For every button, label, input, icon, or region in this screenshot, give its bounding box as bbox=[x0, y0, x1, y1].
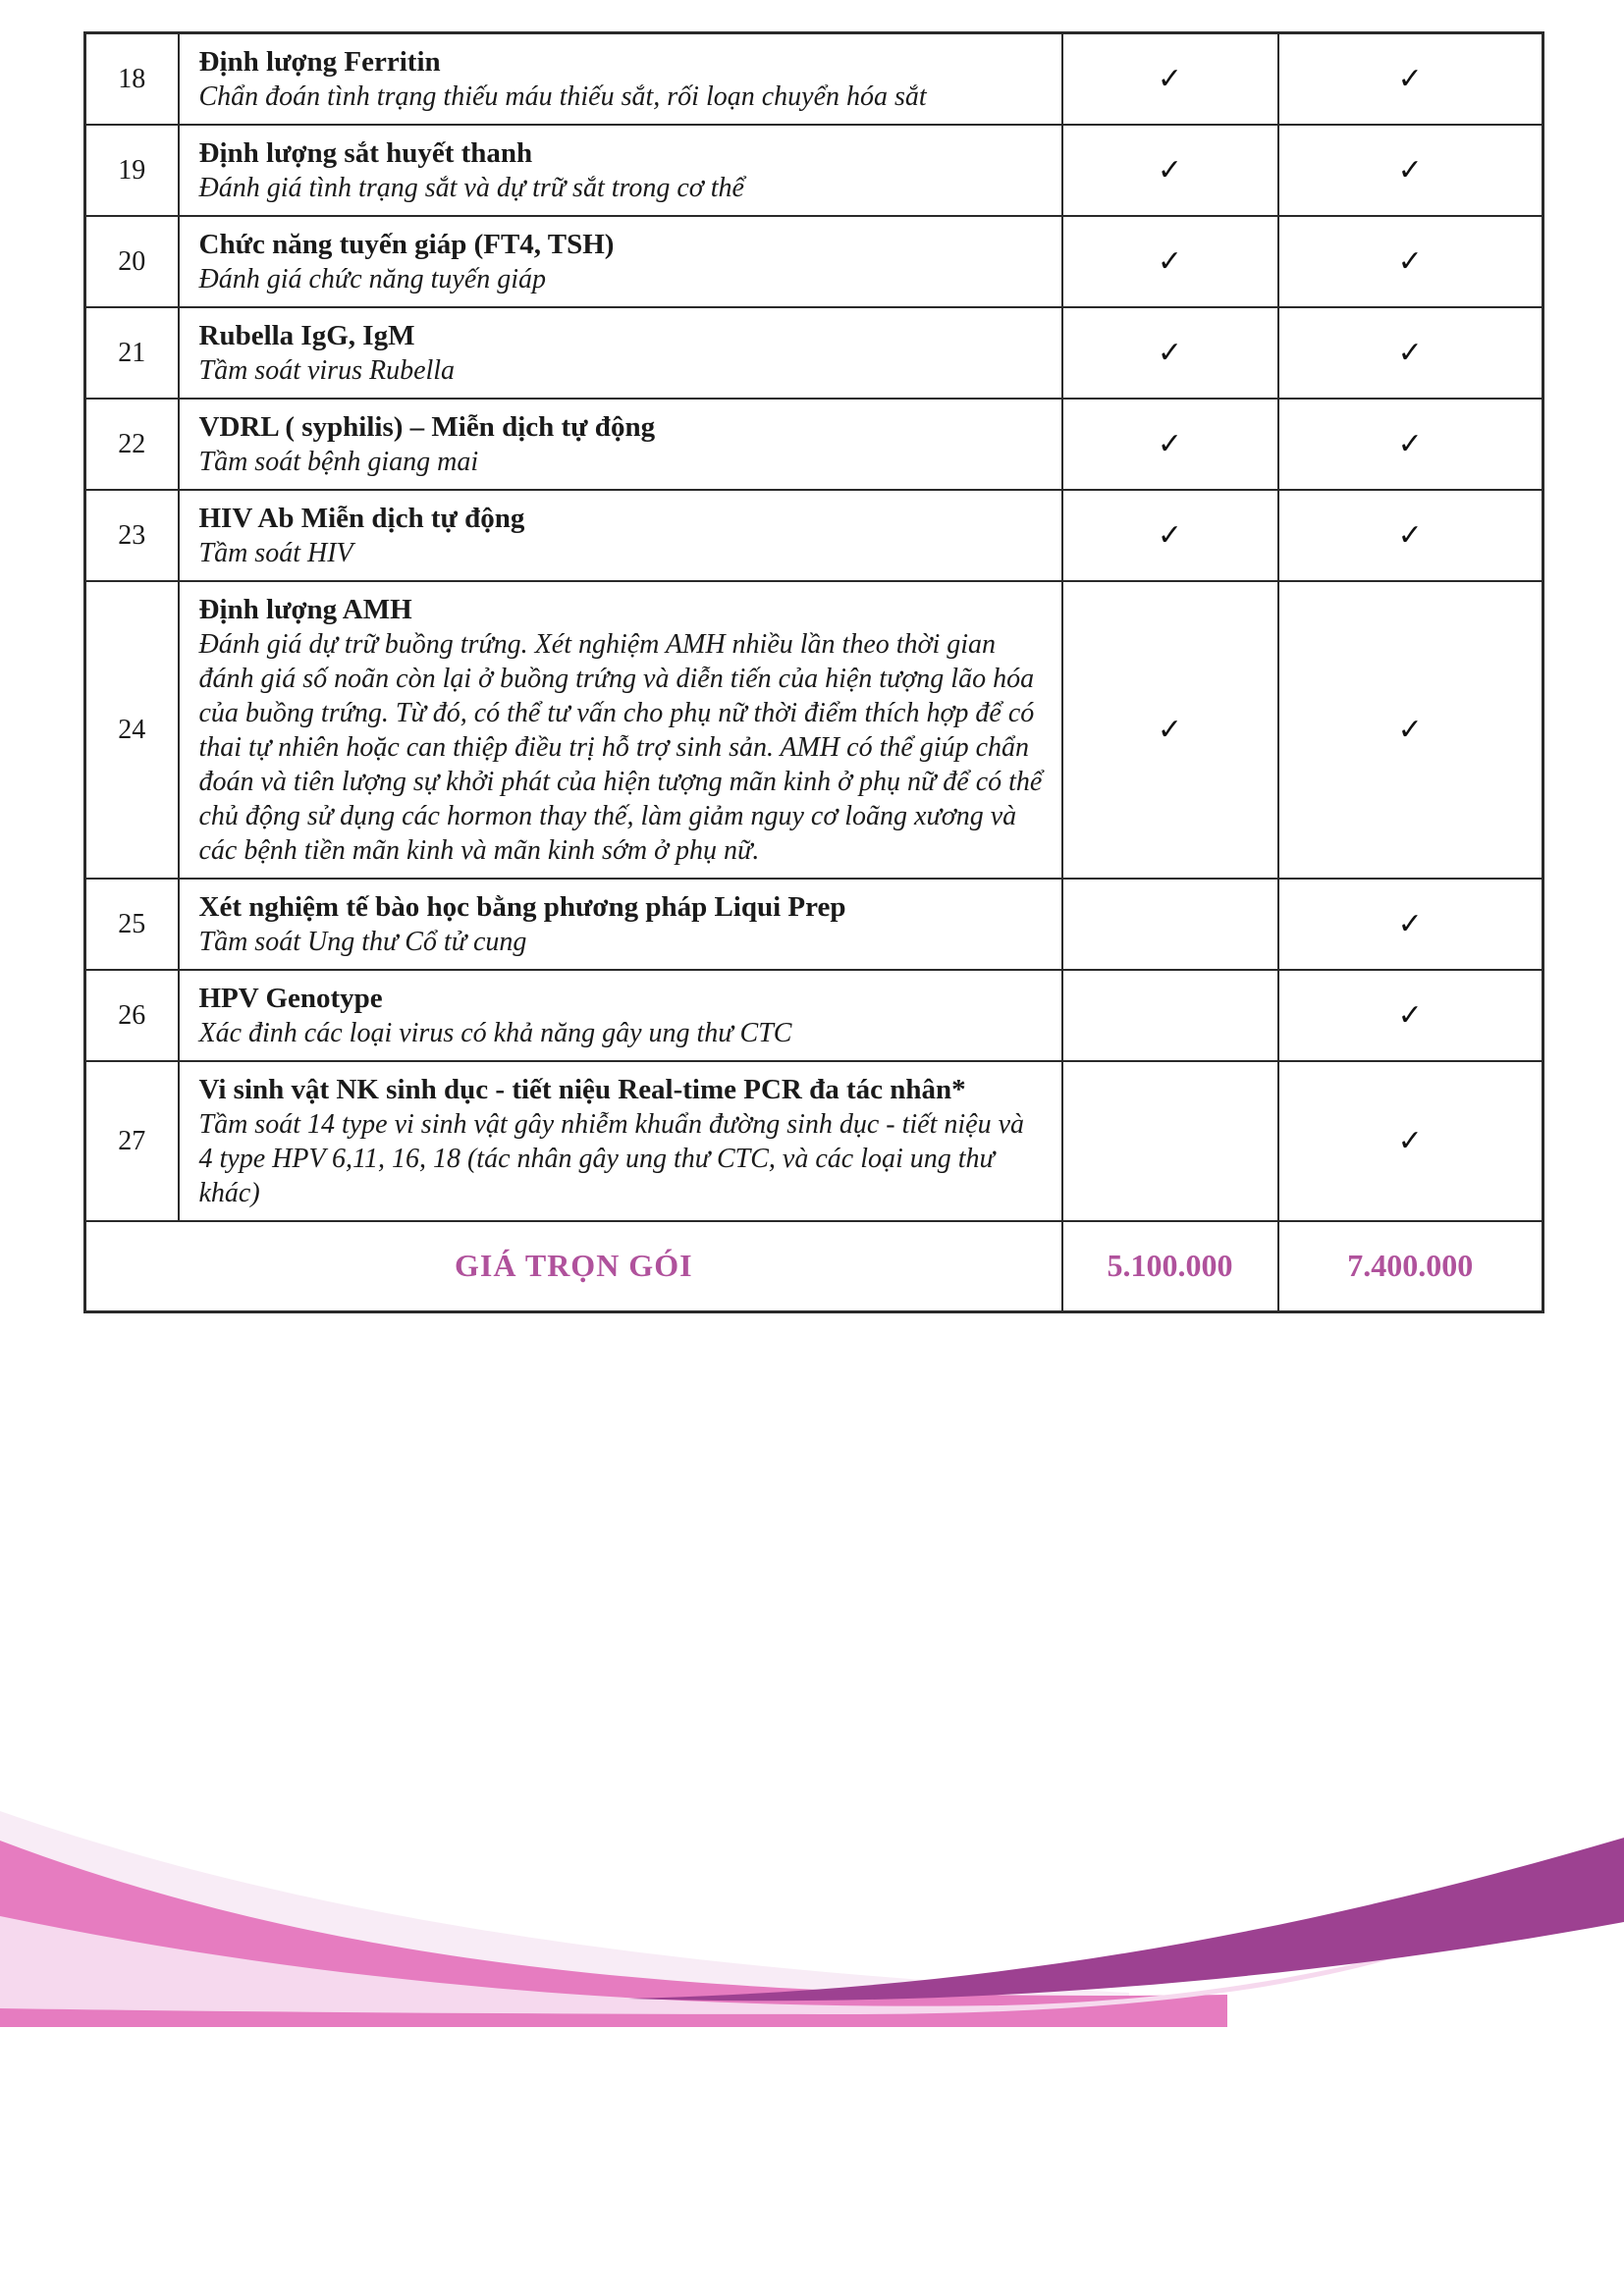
check-package-2: ✓ bbox=[1278, 307, 1543, 399]
check-package-1: ✓ bbox=[1062, 490, 1278, 581]
test-description: Chẩn đoán tình trạng thiếu máu thiếu sắt, rối loạn chuyển hóa sắt bbox=[198, 81, 927, 112]
test-cell bbox=[179, 879, 1062, 970]
check-package-2: ✓ bbox=[1278, 581, 1543, 879]
table-row bbox=[85, 33, 1543, 126]
table-row bbox=[85, 1061, 1543, 1221]
package2-price: 7.400.000 bbox=[1278, 1221, 1543, 1311]
test-description: Đánh giá dự trữ buồng trứng. Xét nghiệm AMH nhiều lần theo thời gian đánh giá số noãn còn lại ở buồng trứng và diễn tiến của hiện tượng lão hóa của buồng trứng. Từ đó, có thể tư vấn cho phụ nữ thời điểm thích hợp để có thai tự nhiên hoặc can thiệp điều trị hỗ trợ sinh sản. AMH có thể giúp chẩn đoán và tiên lượng sự khởi phát của hiện tượng mãn kinh ở phụ nữ để có thể chủ động sử dụng các hormon thay thế, làm giảm nguy cơ loãng xương và các bệnh tiền mãn kinh và mãn kinh sớm ở phụ nữ. bbox=[198, 629, 1043, 866]
test-cell bbox=[179, 33, 1062, 126]
check-package-2: ✓ bbox=[1278, 970, 1543, 1061]
test-cell bbox=[179, 125, 1062, 216]
test-name: HIV Ab Miễn dịch tự động bbox=[198, 503, 525, 534]
check-package-1: ✓ bbox=[1062, 216, 1278, 307]
check-package-1: ✓ bbox=[1062, 399, 1278, 490]
check-package-2: ✓ bbox=[1278, 216, 1543, 307]
test-cell bbox=[179, 970, 1062, 1061]
test-cell bbox=[179, 399, 1062, 490]
table-row bbox=[85, 879, 1543, 970]
test-description: Tầm soát HIV bbox=[198, 538, 353, 568]
check-package-1 bbox=[1062, 879, 1278, 970]
test-price-table bbox=[83, 31, 1544, 1313]
row-number: 21 bbox=[85, 307, 179, 399]
row-number: 25 bbox=[85, 879, 179, 970]
check-package-2: ✓ bbox=[1278, 490, 1543, 581]
row-number: 24 bbox=[85, 581, 179, 879]
check-package-1 bbox=[1062, 1061, 1278, 1221]
test-description: Tầm soát virus Rubella bbox=[198, 355, 456, 386]
total-price-label: GIÁ TRỌN GÓI bbox=[85, 1221, 1062, 1311]
table-row bbox=[85, 970, 1543, 1061]
test-name: Rubella IgG, IgM bbox=[198, 320, 415, 351]
total-price-row bbox=[85, 1221, 1543, 1311]
package1-price: 5.100.000 bbox=[1062, 1221, 1278, 1311]
row-number: 22 bbox=[85, 399, 179, 490]
check-package-1: ✓ bbox=[1062, 307, 1278, 399]
test-description: Tầm soát Ung thư Cổ tử cung bbox=[198, 927, 527, 957]
test-name: Chức năng tuyến giáp (FT4, TSH) bbox=[198, 229, 615, 260]
check-package-1 bbox=[1062, 970, 1278, 1061]
check-package-1: ✓ bbox=[1062, 581, 1278, 879]
test-name: Định lượng sắt huyết thanh bbox=[198, 137, 533, 169]
test-cell bbox=[179, 581, 1062, 879]
test-description: Đánh giá tình trạng sắt và dự trữ sắt trong cơ thể bbox=[198, 173, 744, 203]
test-description: Đánh giá chức năng tuyến giáp bbox=[198, 264, 547, 294]
check-package-2: ✓ bbox=[1278, 125, 1543, 216]
test-name: Định lượng Ferritin bbox=[198, 46, 441, 78]
row-number: 23 bbox=[85, 490, 179, 581]
test-cell bbox=[179, 490, 1062, 581]
row-number: 27 bbox=[85, 1061, 179, 1221]
row-number: 26 bbox=[85, 970, 179, 1061]
check-package-2: ✓ bbox=[1278, 879, 1543, 970]
table-row bbox=[85, 490, 1543, 581]
row-number: 18 bbox=[85, 33, 179, 126]
table-row bbox=[85, 581, 1543, 879]
test-description: Xác đinh các loại virus có khả năng gây ung thư CTC bbox=[198, 1018, 792, 1048]
test-cell bbox=[179, 1061, 1062, 1221]
check-package-1: ✓ bbox=[1062, 33, 1278, 126]
row-number: 20 bbox=[85, 216, 179, 307]
test-name: Xét nghiệm tế bào học bằng phương pháp Liqui Prep bbox=[198, 891, 846, 923]
check-package-2: ✓ bbox=[1278, 33, 1543, 126]
table-row bbox=[85, 125, 1543, 216]
table-row bbox=[85, 307, 1543, 399]
check-package-2: ✓ bbox=[1278, 399, 1543, 490]
test-name: Vi sinh vật NK sinh dục - tiết niệu Real-time PCR đa tác nhân* bbox=[198, 1074, 966, 1105]
check-package-2: ✓ bbox=[1278, 1061, 1543, 1221]
test-description: Tầm soát 14 type vi sinh vật gây nhiễm khuẩn đường sinh dục - tiết niệu và 4 type HPV 6,11, 16, 18 (tác nhân gây ung thư CTC, và các loại ung thư khác) bbox=[198, 1109, 1025, 1208]
test-cell bbox=[179, 307, 1062, 399]
row-number: 19 bbox=[85, 125, 179, 216]
table-row bbox=[85, 399, 1543, 490]
test-name: VDRL ( syphilis) – Miễn dịch tự động bbox=[198, 411, 656, 443]
table-row bbox=[85, 216, 1543, 307]
test-name: HPV Genotype bbox=[198, 983, 383, 1014]
check-package-1: ✓ bbox=[1062, 125, 1278, 216]
test-name: Định lượng AMH bbox=[198, 594, 412, 625]
test-cell bbox=[179, 216, 1062, 307]
decorative-wave bbox=[0, 1787, 1624, 2027]
test-description: Tầm soát bệnh giang mai bbox=[198, 447, 479, 477]
